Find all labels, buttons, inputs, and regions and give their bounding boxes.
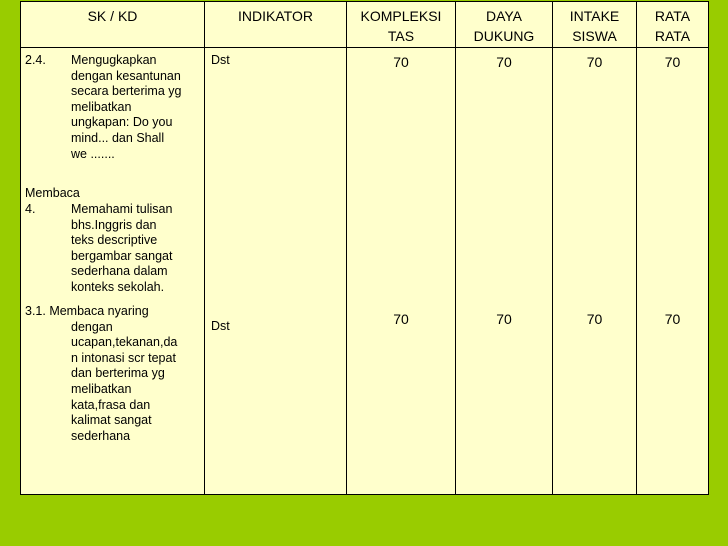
header-rata-rata: RATA RATA (654, 8, 691, 44)
column-divider (552, 2, 553, 494)
section-heading-membaca: Membaca (25, 186, 80, 200)
header-daya-dukung: DAYA DUKUNG (473, 8, 535, 44)
rata-rata-value: 70 (664, 311, 681, 327)
intake-siswa-value: 70 (586, 311, 603, 327)
header-sk-kd: SK / KD (87, 8, 138, 24)
column-divider (346, 2, 347, 494)
sk-kd-item-2-4: 2.4. Mengugkapkan dengan kesantunan secara berterima yg melibatkan ungkapan: Do you mind... dan Shall we ....... (25, 53, 182, 161)
intake-siswa-value: 70 (586, 54, 603, 70)
score-table (20, 1, 709, 495)
column-divider (204, 2, 205, 494)
header-indikator: INDIKATOR (238, 8, 313, 24)
rata-rata-value: 70 (664, 54, 681, 70)
sk-kd-item-4: 4. Memahami tulisan bhs.Inggris dan teks descriptive bergambar sangat sederhana dalam konteks sekolah. (25, 202, 173, 294)
kompleksitas-value: 70 (393, 311, 409, 327)
kompleksitas-value: 70 (393, 54, 409, 70)
sk-kd-item-3-1: 3.1. Membaca nyaring dengan ucapan,tekanan,da n intonasi scr tepat dan berterima yg melibatkan kata,frasa dan kalimat sangat sederhana (25, 304, 178, 443)
daya-dukung-value: 70 (496, 311, 512, 327)
column-divider (636, 2, 637, 494)
indikator-cell: Dst (211, 319, 230, 333)
daya-dukung-value: 70 (496, 54, 512, 70)
indikator-cell: Dst (211, 53, 230, 67)
header-intake-siswa: INTAKE SISWA (569, 8, 620, 44)
column-divider (455, 2, 456, 494)
header-kompleksitas: KOMPLEKSI TAS (360, 8, 442, 44)
